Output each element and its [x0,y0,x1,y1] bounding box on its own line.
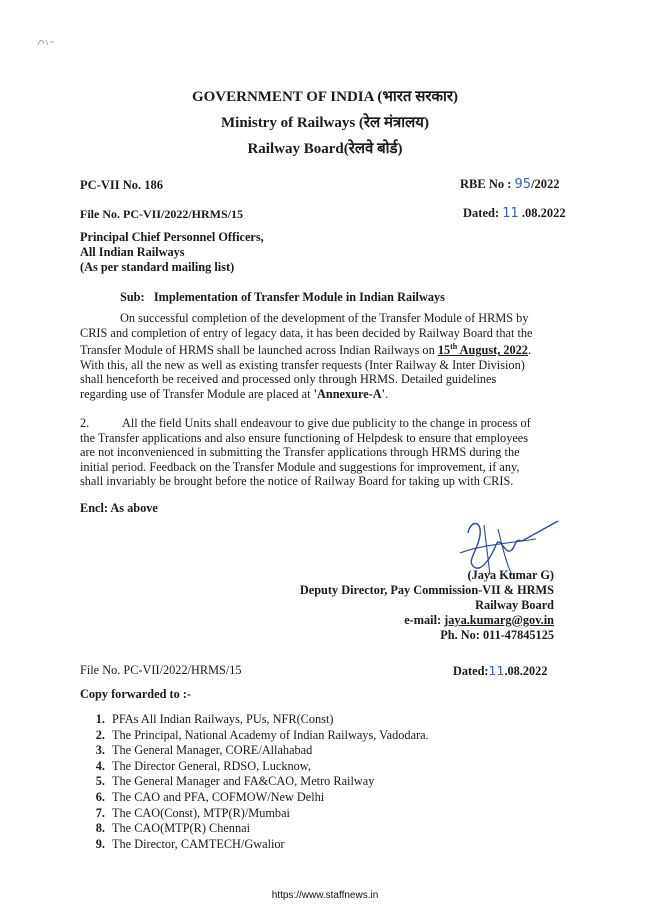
signatory-block [300,568,554,643]
dated [463,206,566,221]
para1-line: On successful completion of the development of the Transfer Module of HRMS by [120,311,529,325]
rbe-handwritten-number: 95 [514,177,532,192]
copy-dated [453,663,547,679]
paragraph-2 [80,416,570,489]
para1-line: regarding use of Transfer Module are placed at 'Annexure-A'. [80,387,389,402]
signatory-email: e-mail: jaya.kumarg@gov.in [404,613,554,627]
addressee-block [80,230,264,275]
email-link[interactable]: jaya.kumarg@gov.in [444,613,554,627]
addressee-line: Principal Chief Personnel Officers, [80,230,264,244]
rbe-year: /2022 [531,177,560,191]
enclosure: Encl: As above [80,501,158,515]
list-item: 2. The Principal, National Academy of Indian Railways, Vadodara. [108,728,628,744]
paragraph-1 [80,311,570,402]
rbe-number [460,177,560,192]
rbe-label: RBE No : [460,177,512,191]
para1-line: With this, all the new as well as existing transfer requests (Inter Railway & Inter Division) [80,357,525,372]
para1-line: Transfer Module of HRMS shall be launched across Indian Railways on 15th August, 2022. [80,342,532,358]
addressee-line: (As per standard mailing list) [80,260,235,274]
list-item: 9. The Director, CAMTECH/Gwalior [108,837,628,853]
scan-mark-icon [36,36,58,48]
dated-rest: .08.2022 [521,206,566,220]
signatory-name: (Jaya Kumar G) [467,568,554,582]
para2-number: 2. [80,416,90,430]
subject-label: Sub: [120,290,145,304]
subject [120,290,445,305]
header-ministry: Ministry of Railways (रेल मंत्रालय) [221,115,429,131]
dated-label: Dated: [463,206,500,220]
para1-line: CRIS and completion of entry of legacy data, it has been decided by Railway Board that the [80,325,533,340]
list-item: 6. The CAO and PFA, COFMOW/New Delhi [108,790,628,806]
list-item: 7. The CAO(Const), MTP(R)/Mumbai [108,806,628,822]
para1-line: shall henceforth be received and processed only through HRMS. Detailed guidelines [80,372,497,387]
copy-dated-handwritten-day: 11 [488,663,505,678]
file-number: File No. PC-VII/2022/HRMS/15 [80,207,243,221]
pc-number: PC-VII No. 186 [80,178,163,192]
header-board: Railway Board(रेलवे बोर्ड) [247,141,403,157]
list-item: 8. The CAO(MTP(R) Chennai [108,821,628,837]
list-item: 4. The Director General, RDSO, Lucknow, [108,759,628,775]
header-government: GOVERNMENT OF INDIA (भारत सरकार) [191,89,459,105]
list-item: 1. PFAs All Indian Railways, PUs, NFR(Const) [108,712,628,728]
para2-line: shall invariably be brought before the notice of Railway Board for taking up with CRIS. [80,474,514,489]
copy-heading: Copy forwarded to :- [80,687,191,701]
signatory-phone: Ph. No: 011-47845125 [440,628,554,642]
copy-file-number: File No. PC-VII/2022/HRMS/15 [80,663,242,677]
subject-text: Implementation of Transfer Module in Indian Railways [153,290,445,304]
para2-line: initial period. Feedback on the Transfer Module and suggestions for improvement, if any, [80,459,520,474]
dated-handwritten-day: 11 [502,206,519,221]
para2-line: the Transfer applications and also ensure functioning of Helpdesk to ensure that employees [80,430,529,445]
signatory-designation: Deputy Director, Pay Commission-VII & HRMS [299,583,554,597]
list-item: 3. The General Manager, CORE/Allahabad [108,743,628,759]
copy-dated-rest: .08.2022 [504,664,548,678]
para2-line: are not inconvenienced in submitting the Transfer applications through HRMS during the [80,445,520,460]
para2-line: 2. All the field Units shall endeavour to give due publicity to the change in process of [80,416,531,430]
list-item: 5. The General Manager and FA&CAO, Metro Railway [108,774,628,790]
copy-dated-label: Dated: [453,664,489,678]
launch-date: 15th August, 2022 [437,342,528,358]
annexure-ref: 'Annexure-A' [313,387,386,402]
copy-list [86,712,628,852]
addressee-line: All Indian Railways [80,245,185,259]
signatory-office: Railway Board [475,598,554,612]
footer-url[interactable]: https://www.staffnews.in [271,890,379,901]
